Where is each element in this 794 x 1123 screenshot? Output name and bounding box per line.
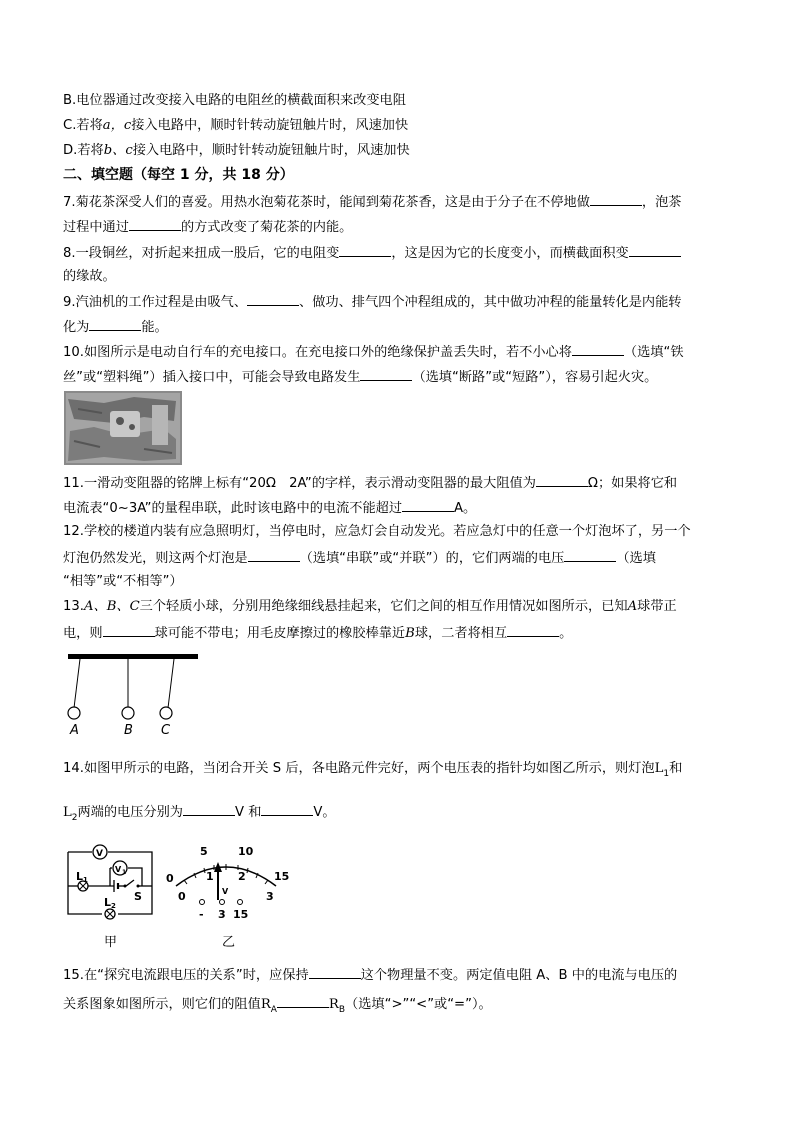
question-11-line2: 电流表“0~3A”的量程串联，此时该电路中的电流不能超过 A。 — [63, 498, 476, 518]
answer-blank[interactable] — [360, 367, 412, 381]
label-c: C — [161, 723, 171, 738]
scale-top-15: 15 — [274, 870, 290, 883]
answer-blank[interactable] — [183, 802, 235, 816]
answer-blank[interactable] — [564, 548, 616, 562]
svg-text:L: L — [76, 870, 84, 883]
question-15-line1: 15.在“探究电流跟电压的关系”时，应保持 这个物理量不变。两定值电阻 A、B 中的电流与电压的 — [63, 965, 677, 985]
answer-blank[interactable] — [572, 342, 624, 356]
hanging-balls-figure — [60, 648, 210, 738]
question-8-line2: 的缘故。 — [63, 269, 116, 284]
terminal-3: 3 — [218, 908, 226, 921]
question-14-line2: $L_2$两端的电压分别为 V 和 V。 — [63, 802, 336, 827]
option-b: B.电位器通过改变接入电路的电阻丝的横截面积来改变电阻 — [63, 93, 406, 108]
question-11-line1: 11.一滑动变阻器的铭牌上标有“20Ω 2A”的字样，表示滑动变阻器的最大阻值为 Ω；如果将它和 — [63, 473, 677, 493]
label-a: A — [70, 723, 79, 738]
caption-yi: 乙 — [222, 935, 236, 950]
scale-bottom-3: 3 — [266, 890, 274, 903]
question-12-line1: 12.学校的楼道内装有应急照明灯，当停电时，应急灯会自动发光。若应急灯中的任意一个灯泡坏了，另一个 — [63, 524, 691, 539]
svg-text:V: V — [115, 865, 122, 874]
question-7-line2: 过程中通过 的方式改变了菊花茶的内能。 — [63, 217, 352, 237]
answer-blank[interactable] — [629, 243, 681, 257]
question-13-line1: 13.A、B、C三个轻质小球，分别用绝缘细线悬挂起来，它们之间的相互作用情况如图所示，已知A球带正 — [63, 599, 677, 614]
charging-port-photo — [64, 391, 182, 465]
answer-blank[interactable] — [590, 192, 642, 206]
option-c: C.若将a，c接入电路中，顺时针转动旋钮触片时，风速加快 — [63, 118, 409, 133]
answer-blank[interactable] — [402, 498, 454, 512]
terminal-negative: - — [199, 908, 204, 921]
caption-jia: 甲 — [104, 935, 118, 950]
answer-blank[interactable] — [339, 243, 391, 257]
answer-blank[interactable] — [129, 217, 181, 231]
question-9-line2: 化为 能。 — [63, 317, 168, 337]
question-13-line2: 电，则 球可能不带电；用毛皮摩擦过的橡胶棒靠近B球，二者将相互 。 — [63, 623, 572, 643]
thread-c — [168, 659, 174, 708]
label-b: B — [124, 723, 133, 738]
question-12-line3: “相等”或“不相等”） — [63, 574, 183, 589]
ball-a — [68, 707, 80, 719]
question-10-line2: 丝”或“塑料绳”）插入接口中，可能会导致电路发生 （选填“断路”或“短路”），容易引起火灾。 — [63, 367, 657, 387]
answer-blank[interactable] — [277, 994, 329, 1008]
svg-text:S: S — [134, 890, 142, 903]
question-8-line1: 8.一段铜丝，对折起来扭成一股后，它的电阻变 ，这是因为它的长度变小，而横截面积变 — [63, 243, 681, 263]
section-title: 二、填空题（每空 1 分，共 18 分） — [63, 167, 294, 183]
answer-blank[interactable] — [507, 623, 559, 637]
question-7-line1: 7.菊花茶深受人们的喜爱。用热水泡菊花茶时，能闻到菊花茶香，这是由于分子在不停地做 ，泡茶 — [63, 192, 681, 212]
svg-text:L: L — [104, 896, 112, 909]
svg-text:1: 1 — [83, 876, 88, 884]
question-9-line1: 9.汽油机的工作过程是由吸气、 、做功、排气四个冲程组成的，其中做功冲程的能量转化是内能转 — [63, 292, 681, 312]
thread-a — [74, 659, 80, 708]
question-12-line2: 灯泡仍然发光，则这两个灯泡是 （选填“串联”或“并联”）的，它们两端的电压 （选填 — [63, 548, 656, 568]
answer-blank[interactable] — [89, 317, 141, 331]
option-d: D.若将b、c接入电路中，顺时针转动旋钮触片时，风速加快 — [63, 143, 410, 158]
terminal-15: 15 — [233, 908, 249, 921]
scale-top-10: 10 — [238, 845, 254, 858]
scale-top-5: 5 — [200, 845, 208, 858]
svg-text:V: V — [222, 887, 229, 896]
circuit-diagram-jia — [62, 842, 162, 950]
scale-bottom-1: 1 — [206, 870, 214, 883]
svg-text:2: 2 — [111, 902, 116, 910]
answer-blank[interactable] — [103, 623, 155, 637]
voltmeter-dial-yi — [162, 842, 297, 950]
answer-blank[interactable] — [309, 965, 361, 979]
answer-blank[interactable] — [248, 548, 300, 562]
answer-blank[interactable] — [261, 802, 313, 816]
switch-s — [124, 885, 127, 888]
answer-blank[interactable] — [536, 473, 588, 487]
scale-bottom-2: 2 — [238, 870, 246, 883]
answer-blank[interactable] — [247, 292, 299, 306]
scale-bottom-0: 0 — [178, 890, 186, 903]
ball-c — [160, 707, 172, 719]
question-15-line2: 关系图象如图所示，则它们的阻值$R_A$ $R_B$（选填“>”“<”或“=”）。 — [63, 994, 492, 1019]
question-10-line1: 10.如图所示是电动自行车的充电接口。在充电接口外的绝缘保护盖丢失时，若不小心将 （选填“铁 — [63, 342, 684, 362]
svg-text:V: V — [96, 849, 103, 859]
support-bar — [68, 654, 198, 659]
ball-b — [122, 707, 134, 719]
question-14-line1: 14.如图甲所示的电路，当闭合开关 S 后，各电路元件完好，两个电压表的指针均如图乙所示，则灯泡$L_1$和 — [63, 761, 683, 779]
scale-top-0: 0 — [166, 872, 174, 885]
svg-text:1: 1 — [122, 869, 127, 876]
